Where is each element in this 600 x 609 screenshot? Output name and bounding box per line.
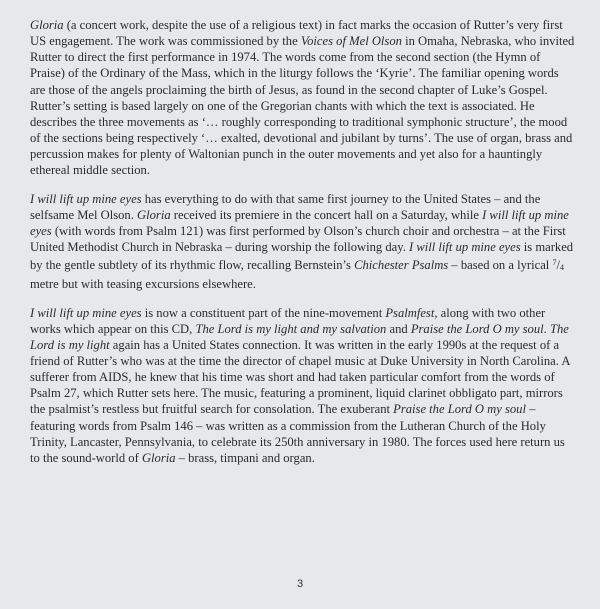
italic-title-text: The Lord is my light and my salvation (195, 321, 387, 336)
italic-title-text: Gloria (137, 207, 171, 222)
body-text: has everything to do with that same first journey to the United States – and the selfsame Mel Olson. (30, 191, 541, 222)
italic-title-text: Chichester Psalms (354, 258, 449, 273)
italic-title-text: Voices of Mel Olson (300, 34, 402, 49)
body-text: is marked by the gentle subtlety of its rhythmic flow, recalling Bernstein’s (30, 240, 574, 273)
body-text: – featuring words from Psalm 146 – was written as a commission from the Lutheran Church of the Holy Trinity, Lancaster, Pennsylvania, to celebrate its 250th anniversary in 1980. The forces used here return us to the sound-world of (30, 402, 565, 465)
paragraph-i-will-lift-up (30, 191, 575, 293)
body-text: and (386, 321, 411, 336)
italic-title-text: Gloria (141, 450, 176, 465)
body-text: (with words from Psalm 121) was first performed by Olson’s church choir and orchestra – at the First United Methodist Church in Nebraska – during worship the following day. (30, 223, 566, 255)
body-text: is now a constituent part of the nine-movement (141, 305, 386, 320)
body-text: again has a United States connection. It was written in the early 1990s at the request of a friend of Rutter’s who was at the time the director of chapel music at Duke University in North Carolina. A sufferer from AIDS, he knew that his time was short and had taken particular comfort from the words of Psalm 27, which Rutter sets here. The music, featuring a prominent, liquid clarinet obbligato part, mirrors the psalmist’s restless but fruitful search for consolation. The exuberant (30, 337, 570, 417)
paragraph-psalmfest (30, 305, 575, 467)
italic-title-text: I will lift up mine eyes (409, 240, 521, 255)
italic-title-text: I will lift up mine eyes (30, 207, 569, 238)
body-text: – based on a lyrical (448, 258, 553, 273)
italic-title-text: I will lift up mine eyes (30, 191, 142, 206)
italic-title-text: Praise the Lord O my soul (393, 402, 526, 417)
italic-title-text: Gloria (30, 18, 64, 32)
body-text: in Omaha, Nebraska, who invited Rutter to direct the first performance in 1974. The words come from the second section (the Hymn of Praise) of the Ordinary of the Mass, which in the liturgy follows the ‘Kyrie’. The familiar opening words are those of the angels proclaiming the birth of Jesus, as found in the second chapter of Luke’s Gospel. Rutter’s setting is based largely on one of the Gregorian chants with which the text is associated. He describes the three movements as ‘… roughly corresponding to traditional symphonic structure’, the mood of the sections being respectively ‘… exalted, devotional and jubilant by turns’. The use of organ, brass and percussion makes for plenty of Waltonian punch in the outer movements and yet also for a hauntingly ethereal middle section. (30, 34, 575, 178)
document-body (30, 17, 575, 478)
paragraph-gloria (30, 17, 575, 179)
fraction-numerator: 7 (552, 258, 557, 268)
italic-title-text: Psalmfest (385, 305, 435, 320)
fraction-denominator: 4 (559, 263, 564, 273)
page-number: 3 (296, 578, 304, 590)
italic-title-text: I will lift up mine eyes (30, 305, 142, 320)
italic-title-text: The Lord is my light (30, 321, 569, 352)
body-text: , along with two other works which appear on this CD, (30, 305, 546, 336)
body-text: – brass, timpani and organ. (175, 450, 315, 465)
body-text: metre but with teasing excursions elsewhere. (30, 277, 256, 292)
body-text: (a concert work, despite the use of a religious text) in fact marks the occasion of Rutter’s very first US engagement. The work was commissioned by the (30, 18, 563, 49)
italic-title-text: Praise the Lord O my soul (410, 321, 544, 336)
time-signature-fraction: $^7/_4$ (552, 258, 564, 273)
body-text: . (543, 321, 550, 336)
body-text: received its premiere in the concert hall on a Saturday, while (170, 207, 483, 222)
